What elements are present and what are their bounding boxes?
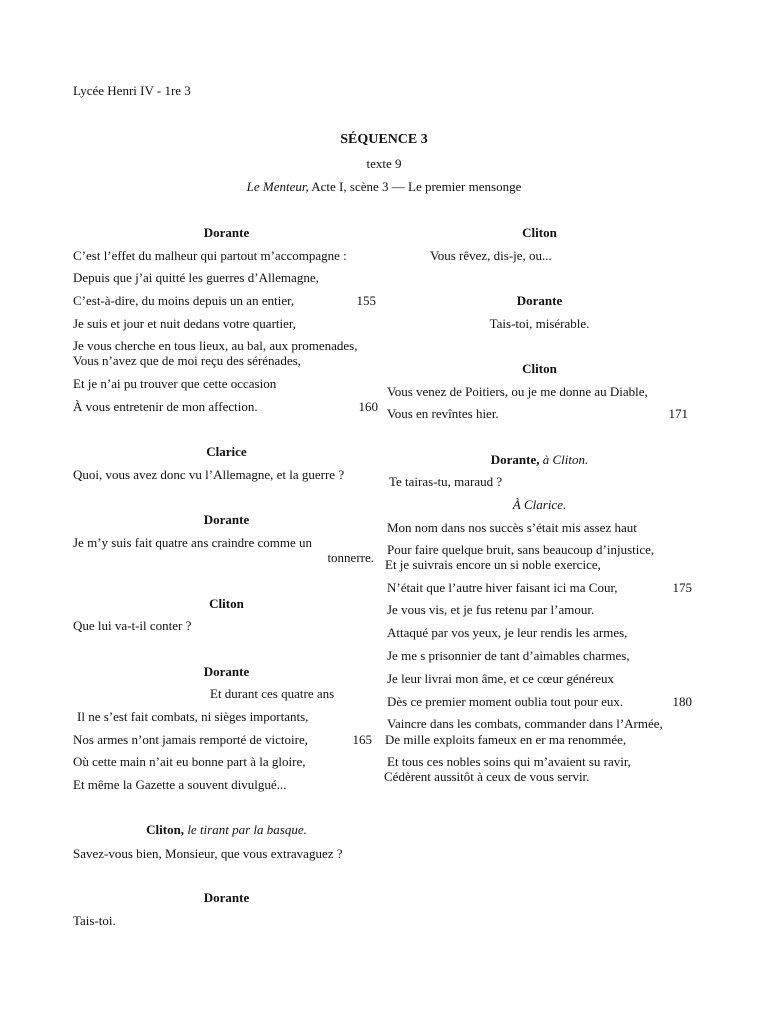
verse-line: Tais-toi. bbox=[73, 913, 116, 928]
verse-line: Attaqué par vos yeux, je leur rendis les armes, bbox=[387, 625, 628, 640]
verse-line: Quoi, vous avez donc vu l’Allemagne, et la guerre ? bbox=[73, 467, 345, 482]
verse-line: Il ne s’est fait combats, ni sièges importants, bbox=[77, 709, 309, 724]
verse-line: Je leur livrai mon âme, et ce cœur généreux bbox=[387, 671, 615, 686]
speaker-dorante: Dorante bbox=[203, 512, 250, 527]
verse-line: À vous entretenir de mon affection. bbox=[73, 399, 258, 414]
verse-line: Dès ce premier moment oublia tout pour eux. bbox=[387, 694, 624, 709]
speaker-cliton-direction bbox=[73, 822, 380, 838]
verse-number: 180 bbox=[672, 694, 692, 709]
verse-line: C’est-à-dire, du moins depuis un an entier, bbox=[73, 293, 295, 308]
verse-line: Je vous vis, et je fus retenu par l’amour. bbox=[387, 602, 595, 617]
verse-line: Vous en revîntes hier. bbox=[387, 406, 499, 421]
speaker-dorante: Dorante bbox=[203, 890, 250, 905]
verse-line: Et je n’ai pu trouver que cette occasion bbox=[73, 376, 277, 391]
verse-line: De mille exploits fameux en er ma renommée, bbox=[385, 732, 627, 747]
verse-line: Vous venez de Poitiers, ou je me donne au Diable, bbox=[387, 384, 648, 399]
speaker-dorante: Dorante bbox=[203, 225, 250, 240]
school-header: Lycée Henri IV - 1re 3 bbox=[73, 83, 191, 98]
verse-line: Et je suivrais encore un si noble exercice, bbox=[385, 557, 601, 572]
verse-line: Et même la Gazette a souvent divulgué... bbox=[73, 777, 287, 792]
verse-line: Vaincre dans les combats, commander dans l’Armée, bbox=[387, 716, 663, 731]
sequence-title: SÉQUENCE 3 bbox=[340, 132, 428, 147]
verse-line: Je me s prisonnier de tant d’aimables charmes, bbox=[387, 648, 630, 663]
speaker-cliton: Cliton, bbox=[146, 822, 185, 837]
speaker-cliton: Cliton bbox=[522, 361, 557, 376]
verse-line: Et tous ces nobles soins qui m’avaient su ravir, bbox=[387, 754, 631, 769]
verse-line: Je m’y suis fait quatre ans craindre comme un bbox=[73, 535, 312, 550]
stage-direction: à Cliton. bbox=[542, 452, 589, 467]
verse-number: 160 bbox=[358, 399, 378, 414]
stage-direction: À Clarice. bbox=[512, 497, 567, 512]
verse-number: 171 bbox=[668, 406, 688, 421]
verse-line-continuation: tonnerre. bbox=[327, 550, 374, 565]
verse-line: Cédèrent aussitôt à ceux de vous servir. bbox=[384, 769, 590, 784]
scene-reference: Acte I, scène 3 — Le premier mensonge bbox=[308, 179, 522, 194]
verse-line: Mon nom dans nos succès s’était mis assez haut bbox=[387, 520, 637, 535]
verse-line: Où cette main n’ait eu bonne part à la gloire, bbox=[73, 754, 306, 769]
verse-line: Vous n’avez que de moi reçu des sérénades, bbox=[73, 353, 301, 368]
verse-line: Nos armes n’ont jamais remporté de victoire, bbox=[73, 732, 309, 747]
verse-line: C’est l’effet du malheur qui partout m’accompagne : bbox=[73, 248, 347, 263]
text-label: texte 9 bbox=[366, 156, 402, 171]
verse-number: 175 bbox=[672, 580, 692, 595]
speaker-dorante: Dorante, bbox=[490, 452, 540, 467]
verse-line: Tais-toi, misérable. bbox=[489, 316, 590, 331]
speaker-dorante: Dorante bbox=[203, 664, 250, 679]
verse-line: Te tairas-tu, maraud ? bbox=[389, 474, 503, 489]
verse-line: Que lui va-t-il conter ? bbox=[73, 618, 192, 633]
verse-line: Et durant ces quatre ans bbox=[210, 686, 335, 701]
verse-line: Pour faire quelque bruit, sans beaucoup d’injustice, bbox=[387, 542, 655, 557]
play-title: Le Menteur, bbox=[246, 179, 309, 194]
play-reference bbox=[0, 179, 768, 195]
verse-line: Je suis et jour et nuit dedans votre quartier, bbox=[73, 316, 296, 331]
verse-line: Je vous cherche en tous lieux, au bal, aux promenades, bbox=[73, 338, 358, 353]
verse-number: 165 bbox=[352, 732, 372, 747]
verse-line: Savez-vous bien, Monsieur, que vous extravaguez ? bbox=[73, 846, 343, 861]
speaker-dorante: Dorante bbox=[516, 293, 563, 308]
verse-number: 155 bbox=[356, 293, 376, 308]
speaker-cliton: Cliton bbox=[522, 225, 557, 240]
verse-line: Depuis que j’ai quitté les guerres d’Allemagne, bbox=[73, 270, 319, 285]
verse-line: Vous rêvez, dis-je, ou... bbox=[430, 248, 552, 263]
speaker-clarice: Clarice bbox=[206, 444, 247, 459]
verse-line: N’était que l’autre hiver faisant ici ma Cour, bbox=[387, 580, 618, 595]
speaker-dorante-direction bbox=[387, 452, 692, 468]
stage-direction: le tirant par la basque. bbox=[187, 822, 307, 837]
speaker-cliton: Cliton bbox=[209, 596, 244, 611]
